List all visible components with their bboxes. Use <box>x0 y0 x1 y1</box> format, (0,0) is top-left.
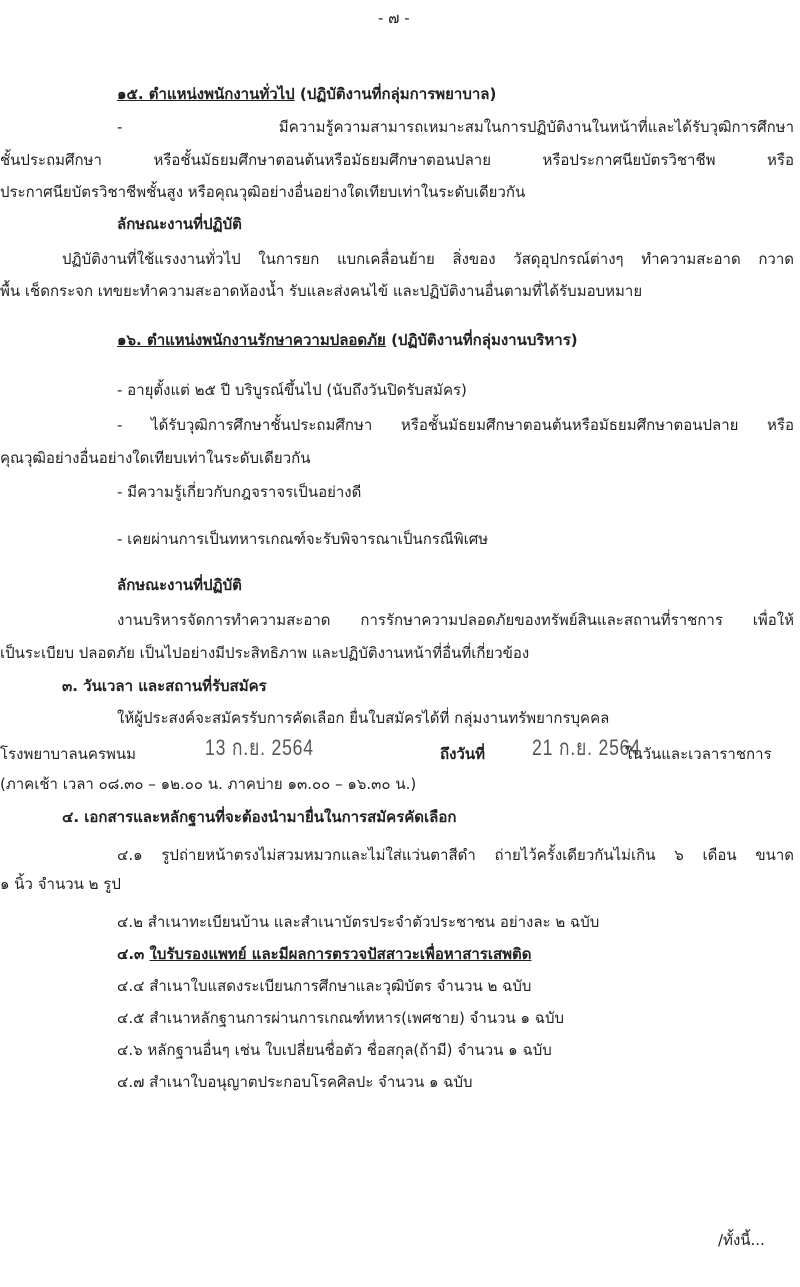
s16-qualification-4: - มีความรู้เกี่ยวกับกฎจราจรเป็นอย่างดี <box>117 483 362 501</box>
s3-hospital: โรงพยาบาลนครพนม <box>0 745 137 763</box>
s15-duty-1: ปฏิบัติงานที่ใช้แรงงานทั่วไป ในการยก แบกเคลื่อนย้าย สิ่งของ วัสดุอุปกรณ์ต่างๆ ทำความสะอาด กวาด <box>62 250 794 268</box>
s3-hours: (ภาคเช้า เวลา ๐๘.๓๐ – ๑๒.๐๐ น. ภาคบ่าย ๑๓.๐๐ – ๑๖.๓๐ น.) <box>0 775 417 793</box>
s16-qualification-3: คุณวุฒิอย่างอื่นอย่างใดเทียบเท่าในระดับเดียวกัน <box>0 449 311 467</box>
s4-item-1a: ๔.๑ รูปถ่ายหน้าตรงไม่สวมหมวกและไม่ใส่แว่นตาสีดำ ถ่ายไว้ครั้งเดียวกันไม่เกิน ๖ เดือน ขนาด <box>117 846 794 864</box>
s16-qualification-1: - อายุตั้งแต่ ๒๕ ปี บริบูรณ์ขึ้นไป (นับถึงวันปิดรับสมัคร) <box>117 381 467 399</box>
s4-item-2: ๔.๒ สำเนาทะเบียนบ้าน และสำเนาบัตรประจำตัวประชาชน อย่างละ ๒ ฉบับ <box>117 913 600 931</box>
s4-item-1b: ๑ นิ้ว จำนวน ๒ รูป <box>0 875 121 893</box>
section-16-title-underlined: ๑๖. ตำแหน่งพนักงานรักษาความปลอดภัย <box>117 331 386 349</box>
s16-duty-heading: ลักษณะงานที่ปฏิบัติ <box>117 576 242 594</box>
s4-item-5: ๔.๕ สำเนาหลักฐานการผ่านการเกณฑ์ทหาร(เพศชาย) จำนวน ๑ ฉบับ <box>117 1009 565 1027</box>
s15-qualification-3: ประกาศนียบัตรวิชาชีพชั้นสูง หรือคุณวุฒิอย่างอื่นอย่างใดเทียบเท่าในระดับเดียวกัน <box>0 183 526 201</box>
s4-item-3-text: ใบรับรองแพทย์ และมีผลการตรวจปัสสาวะเพื่อหาสารเสพติด <box>149 945 532 963</box>
s15-duty-2: พื้น เช็ดกระจก เทขยะทำความสะอาดห้องน้ำ รับและส่งคนไข้ และปฏิบัติงานอื่นตามที่ได้รับมอบหมาย <box>0 282 643 300</box>
section-3-heading: ๓. วันเวลา และสถานที่รับสมัคร <box>62 677 267 695</box>
s16-qualification-5: - เคยผ่านการเป็นทหารเกณฑ์จะรับพิจารณาเป็นกรณีพิเศษ <box>117 530 489 548</box>
date-from-stamp: 13 ก.ย. 2564 <box>205 735 314 760</box>
section-15-title <box>117 84 496 104</box>
s3-line-1: ให้ผู้ประสงค์จะสมัครรับการคัดเลือก ยื่นใบสมัครได้ที่ กลุ่มงานทรัพยากรบุคคล <box>117 709 610 727</box>
s4-item-4: ๔.๔ สำเนาใบแสดงระเบียนการศึกษาและวุฒิบัตร จำนวน ๒ ฉบับ <box>117 977 532 995</box>
section-15-title-rest: (ปฏิบัติงานที่กลุ่มการพยาบาล) <box>294 85 497 103</box>
section-15-title-underlined: ๑๕. ตำแหน่งพนักงานทั่วไป <box>117 85 295 103</box>
s16-qualification-2: - ได้รับวุฒิการศึกษาชั้นประถมศึกษา หรือชั้นมัธยมศึกษาตอนต้นหรือมัธยมศึกษาตอนปลาย หรือ <box>117 416 794 434</box>
continued-marker: /ทั้งนี้... <box>718 1231 765 1249</box>
section-16-title <box>117 330 578 350</box>
s4-item-3-number: ๔.๓ <box>117 945 150 963</box>
s15-qualification-2: ชั้นประถมศึกษา หรือชั้นมัธยมศึกษาตอนต้นหรือมัธยมศึกษาตอนปลาย หรือประกาศนียบัตรวิชาชีพ หรือ <box>0 151 794 169</box>
date-to-stamp: 21 ก.ย. 2564 <box>532 735 641 760</box>
section-16-title-rest: (ปฏิบัติงานที่กลุ่มงานบริหาร) <box>385 331 578 349</box>
page-number: - ๗ - <box>378 9 410 27</box>
s16-duty-2: เป็นระเบียบ ปลอดภัย เป็นไปอย่างมีประสิทธิภาพ และปฏิบัติงานหน้าที่อื่นที่เกี่ยวข้อง <box>0 644 530 662</box>
s16-duty-1: งานบริหารจัดการทำความสะอาด การรักษาความปลอดภัยของทรัพย์สินและสถานที่ราชการ เพื่อให้ <box>117 611 794 629</box>
s15-duty-heading: ลักษณะงานที่ปฏิบัติ <box>117 215 242 233</box>
office-hours-text: ในวันและเวลาราชการ <box>625 745 772 763</box>
s4-item-3 <box>117 944 532 964</box>
to-date-label: ถึงวันที่ <box>440 745 485 763</box>
s15-qualification-1: - มีความรู้ความสามารถเหมาะสมในการปฏิบัติงานในหน้าที่และได้รับวุฒิการศึกษา <box>117 118 794 136</box>
section-4-heading: ๔. เอกสารและหลักฐานที่จะต้องนำมายื่นในการสมัครคัดเลือก <box>62 808 457 826</box>
s4-item-7: ๔.๗ สำเนาใบอนุญาตประกอบโรคศิลปะ จำนวน ๑ ฉบับ <box>117 1073 473 1091</box>
s4-item-6: ๔.๖ หลักฐานอื่นๆ เช่น ใบเปลี่ยนชื่อตัว ชื่อสกุล(ถ้ามี) จำนวน ๑ ฉบับ <box>117 1041 552 1059</box>
